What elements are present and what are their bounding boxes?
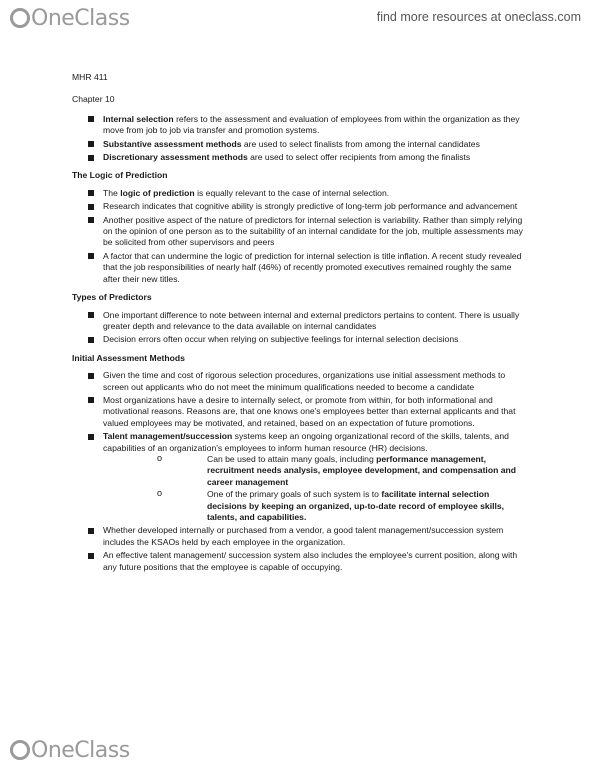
- section-heading-initial: Initial Assessment Methods: [72, 352, 185, 363]
- list-item: Talent management/succession systems keep an ongoing organizational record of the skills, talents, and capabilities of an organization's employees to inform human resource (HR) decisions. o Can be used to attain many goals, including performance management, recruitment needs analysis, employee development, and compensation and career management o One of the primary goals of such system is to facilitate internal selection decisions by keeping an organized, up-to-date record of employee skills, talents, and capabilities.: [72, 431, 524, 523]
- logic-list: [72, 188, 524, 285]
- list-item: Whether developed internally or purchased from a vendor, a good talent management/succession system includes the KSAOs held by each employee in the organization.: [72, 525, 524, 548]
- resources-link[interactable]: find more resources at oneclass.com: [376, 10, 581, 24]
- document-body: [72, 72, 524, 575]
- types-list: [72, 310, 524, 346]
- section-heading-types: Types of Predictors: [72, 292, 152, 303]
- page-footer: [0, 734, 595, 770]
- oneclass-logo-footer[interactable]: [10, 738, 130, 763]
- course-code: MHR 411: [72, 72, 108, 82]
- talent-sublist: [103, 454, 524, 523]
- logo-text: OneClass: [31, 738, 130, 763]
- logo-circle-icon: [10, 8, 30, 28]
- chapter-title: Chapter 10: [72, 94, 115, 105]
- sublist-item: o One of the primary goals of such system is to facilitate internal selection decisions by keeping an organized, up-to-date record of employee skills, talents, and capabilities.: [103, 489, 524, 523]
- intro-list: [72, 114, 524, 164]
- list-item: Decision errors often occur when relying on subjective feelings for internal selection decisions: [72, 334, 524, 345]
- list-item: Research indicates that cognitive ability is strongly predictive of long-term job performance and advancement: [72, 201, 524, 212]
- list-item: Discretionary assessment methods are used to select offer recipients from among the finalists: [72, 152, 524, 163]
- list-item: Internal selection refers to the assessment and evaluation of employees from within the organization as they move from job to job via transfer and promotion systems.: [72, 114, 524, 137]
- logo-text: OneClass: [31, 6, 130, 31]
- list-item: Substantive assessment methods are used to select finalists from among the internal candidates: [72, 139, 524, 150]
- list-item: The logic of prediction is equally relevant to the case of internal selection.: [72, 188, 524, 199]
- logo-circle-icon: [10, 740, 30, 760]
- list-item: An effective talent management/ succession system also includes the employee's current position, along with any future positions that the employee is capable of occupying.: [72, 550, 524, 573]
- initial-list: [72, 370, 524, 573]
- list-item: Given the time and cost of rigorous selection procedures, organizations use initial assessment methods to screen out applicants who do not meet the minimum qualifications needed to become a candidate: [72, 370, 524, 393]
- list-item: Another positive aspect of the nature of predictors for internal selection is variability. Rather than simply relying on the opinion of one person as to the suitability of an internal candidate for the job, multiple assessments may be solicited from other supervisors and peers: [72, 215, 524, 249]
- list-item: Most organizations have a desire to internally select, or promote from within, for both informational and motivational reasons. Reasons are, that one knows one's employees better than external applicants and that valued employees may be motivated, and retained, based on an expectation of future promotions.: [72, 395, 524, 429]
- section-heading-logic: The Logic of Prediction: [72, 170, 168, 181]
- page-header: [0, 0, 595, 36]
- oneclass-logo[interactable]: [10, 6, 130, 31]
- list-item: One important difference to note between internal and external predictors pertains to content. There is usually greater depth and relevance to the data available on internal candidates: [72, 310, 524, 333]
- sublist-item: o Can be used to attain many goals, including performance management, recruitment needs analysis, employee development, and compensation and career management: [103, 454, 524, 488]
- list-item: A factor that can undermine the logic of prediction for internal selection is title inflation. A recent study revealed that the job responsibilities of nearly half (46%) of recently promoted executives remained roughly the same after their new titles.: [72, 251, 524, 285]
